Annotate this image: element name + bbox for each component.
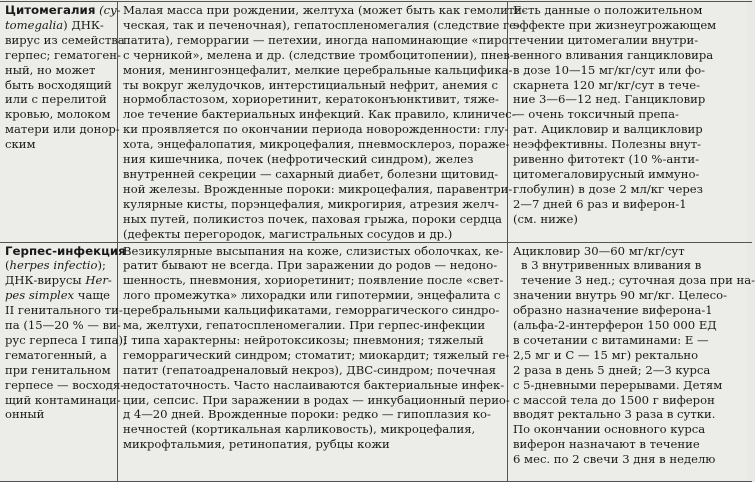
symptoms-line: ции, сепсис. При заражении в родах — инкубационный перио- — [123, 392, 510, 407]
symptoms-line: Малая масса при рождении, желтуха (может быть как гемолити- — [123, 3, 526, 17]
disease-line — [5, 122, 120, 137]
symptoms-cell — [118, 242, 508, 481]
disease-cell — [0, 2, 125, 243]
disease-line — [5, 78, 113, 93]
symptoms-line: лого промежутка» лихорадки или гипотермии, энцефалита с — [123, 288, 501, 303]
disease-line — [5, 32, 125, 48]
treatment-cell — [508, 242, 753, 481]
treatment-line: Ацикловир 30—60 мг/кг/сут — [513, 243, 685, 258]
treatment-line: скарнета 120 мг/кг/сут в тече- — [513, 77, 701, 92]
disease-text: щий контаминаци- — [5, 392, 121, 407]
treatment-line: ние 3—6—12 нед. Ганцикловир — [513, 92, 706, 107]
treatment-line: (см. ниже) — [513, 211, 578, 226]
disease-text: чаще — [74, 288, 111, 303]
treatment-line: глобулин) в дозе 2 мл/кг через — [513, 181, 703, 196]
treatment-line: виферон назначают в течение — [513, 437, 700, 452]
treatment-line: с массой тела до 1500 г виферон — [513, 392, 715, 407]
symptoms-line: ных путей, поликистоз почек, паховая грыжа, пороки сердца — [123, 211, 502, 226]
disease-text: ); — [97, 258, 106, 273]
disease-text: онный — [5, 407, 45, 422]
latin-name: Her- — [85, 273, 112, 288]
treatment-line: цитомегаловирусный иммуно- — [513, 166, 700, 181]
disease-line — [5, 363, 113, 378]
disease-line — [5, 318, 121, 333]
disease-title: Герпес-инфекция — [5, 243, 126, 258]
symptoms-line: нечностей (кортикальная карликовость), микроцефалия, — [123, 422, 476, 437]
treatment-line: По окончании основного курса — [513, 422, 706, 437]
treatment-line: 2,5 мг и С — 15 мг) ректально — [513, 347, 699, 362]
disease-line — [5, 92, 113, 107]
disease-line — [5, 332, 127, 348]
treatment-line: 2 раза в день 5 дней; 2—3 курса — [513, 362, 711, 377]
disease-text: II генитального ти- — [5, 303, 123, 318]
treatment-line: ривенно фитотект (10 %-анти- — [513, 152, 700, 167]
treatment-line: рат. Ацикловир и валцикловир — [513, 122, 703, 137]
table-row-cytomegaly — [0, 2, 752, 243]
disease-text: па (15—20 % — ви- — [5, 318, 121, 333]
symptoms-line: внутренней секреции — сахарный диабет, болезни щитовид- — [123, 166, 499, 181]
treatment-line: в сочетании с витаминами: Е — — [513, 332, 709, 347]
symptoms-line: хота, энцефалопатия, микроцефалия, пневмосклероз, пораже- — [123, 137, 510, 152]
treatment-line: образно назначение виферона-1 — [513, 303, 713, 318]
disease-line — [5, 273, 113, 288]
symptoms-line: ки проявляется по окончании периода новорожденности: глу- — [123, 122, 509, 137]
disease-text: матери или донор- — [5, 122, 120, 137]
disease-text: при генитальном — [5, 362, 111, 377]
symptoms-line: шенность, пневмония, хориоретинит; появление после «свет- — [123, 273, 504, 288]
symptoms-line: патит (гепатоадреналовый некроз), ДВС-синдром; почечная — [123, 362, 496, 377]
symptoms-line: ния кишечника, почек (нефротический синдром), желез — [123, 152, 474, 167]
treatment-cell — [508, 2, 753, 243]
latin-name: (cy- — [95, 3, 121, 17]
symptoms-line: ной железы. Врожденные пороки: микроцефалия, паравентри- — [123, 181, 513, 196]
table-row-herpes — [0, 242, 752, 481]
disease-line — [5, 18, 113, 33]
disease-line — [5, 288, 113, 303]
treatment-line: Есть данные о положительном — [513, 3, 703, 17]
treatment-line: в дозе 10—15 мг/кг/сут или фо- — [513, 62, 706, 77]
symptoms-line: лое течение бактериальных инфекций. Как правило, клиничес- — [123, 107, 516, 122]
treatment-line: 2—7 дней 6 раз и виферон-1 — [513, 196, 687, 211]
disease-line — [5, 407, 113, 422]
treatment-line: венного вливания ганцикловира — [513, 47, 714, 62]
disease-text: ный, но может — [5, 62, 96, 77]
latin-name: herpes infectio — [9, 258, 98, 273]
disease-line — [5, 377, 125, 393]
treatment-line: течении цитомегалии внутри- — [513, 32, 699, 47]
treatment-line: вводят ректально 3 раза в сутки. — [513, 407, 716, 422]
disease-text: ( — [5, 258, 10, 273]
latin-name: tomegalia — [5, 17, 64, 32]
symptoms-line: патита), геморрагии — петехии, иногда напоминающие «пирог — [123, 32, 515, 47]
disease-text: кровью, молоком — [5, 107, 111, 122]
disease-line — [5, 63, 113, 78]
symptoms-line: (дефекты перегородок, магистральных сосудов и др.) — [123, 226, 453, 241]
disease-line — [5, 3, 121, 18]
disease-text: или с перелитой — [5, 92, 107, 107]
treatment-line: течение 3 нед.; суточная доза при на- — [521, 273, 755, 288]
latin-name: pes simplex — [5, 288, 75, 303]
symptoms-line: ратит бывают не всегда. При заражении до родов — недоно- — [123, 258, 498, 273]
treatment-line: неэффективны. Полезны внут- — [513, 137, 702, 152]
symptoms-line: ты вокруг желудочков, интерстициальный нефрит, анемия с — [123, 77, 498, 92]
disease-line — [5, 243, 126, 259]
disease-line — [5, 258, 113, 273]
disease-line — [5, 107, 113, 122]
disease-text: герпес; гематоген- — [5, 47, 121, 62]
symptoms-line: кулярные кисты, порэнцефалия, микрогирия, атрезия желч- — [123, 196, 499, 211]
medical-table — [0, 1, 755, 482]
disease-line — [5, 303, 123, 318]
treatment-line: в 3 внутривенных вливания в — [521, 258, 702, 273]
disease-cell — [0, 242, 127, 481]
treatment-line: с 5-дневными перерывами. Детям — [513, 377, 723, 392]
symptoms-line: нормобластозом, хориоретинит, кератоконъюнктивит, тяже- — [123, 92, 499, 107]
treatment-line: значении внутрь 90 мг/кг. Целесо- — [513, 288, 727, 303]
treatment-line: 6 мес. по 2 свечи 3 дня в неделю — [513, 452, 716, 467]
disease-text: гематогенный, а — [5, 347, 107, 362]
symptoms-line: ческая, так и печеночная), гепатоспленомегалия (следствие ге- — [123, 17, 520, 32]
symptoms-line: д 4—20 дней. Врожденные пороки: редко — гипоплазия ко- — [123, 407, 491, 422]
disease-text: ) ДНК- — [63, 17, 104, 32]
symptoms-line: церебральными кальцификатами, геморрагического синдро- — [123, 303, 500, 318]
disease-line — [5, 348, 113, 363]
disease-line — [5, 47, 121, 63]
disease-text: быть восходящий — [5, 77, 112, 92]
disease-text: рус герпеса I типа); — [5, 332, 127, 347]
symptoms-line: мония, менингоэнцефалит, мелкие церебральные кальцифика- — [123, 62, 513, 77]
symptoms-line: микрофтальмия, ретинопатия, рубцы кожи — [123, 437, 390, 452]
treatment-line: (альфа-2-интерферон 150 000 ЕД — [513, 318, 717, 333]
symptoms-line: I типа характерны: нейротоксикозы; пневмония; тяжелый — [123, 332, 484, 347]
symptoms-cell — [118, 2, 526, 243]
symptoms-line: недостаточность. Часто наслаиваются бактериальные инфек- — [123, 377, 505, 392]
disease-text: вирус из семейства — [5, 32, 125, 47]
symptoms-line: с черникой», мелена и др. (следствие тромбоцитопении), пнев- — [123, 47, 514, 62]
symptoms-line: геморрагический синдром; стоматит; миокардит; тяжелый ге- — [123, 347, 510, 362]
disease-line — [5, 392, 121, 408]
symptoms-line: Везикулярные высыпания на коже, слизистых оболочках, ке- — [123, 243, 504, 258]
disease-text: ДНК-вирусы — [5, 273, 86, 288]
treatment-line: — очень токсичный препа- — [513, 107, 679, 122]
treatment-line: эффекте при жизнеугрожающем — [513, 17, 717, 32]
disease-text: ским — [5, 137, 36, 152]
disease-line — [5, 137, 113, 152]
disease-text: герпесе — восходя- — [5, 377, 125, 392]
disease-title: Цитомегалия — [5, 3, 96, 17]
symptoms-line: ма, желтухи, гепатоспленомегалии. При герпес-инфекции — [123, 318, 486, 333]
